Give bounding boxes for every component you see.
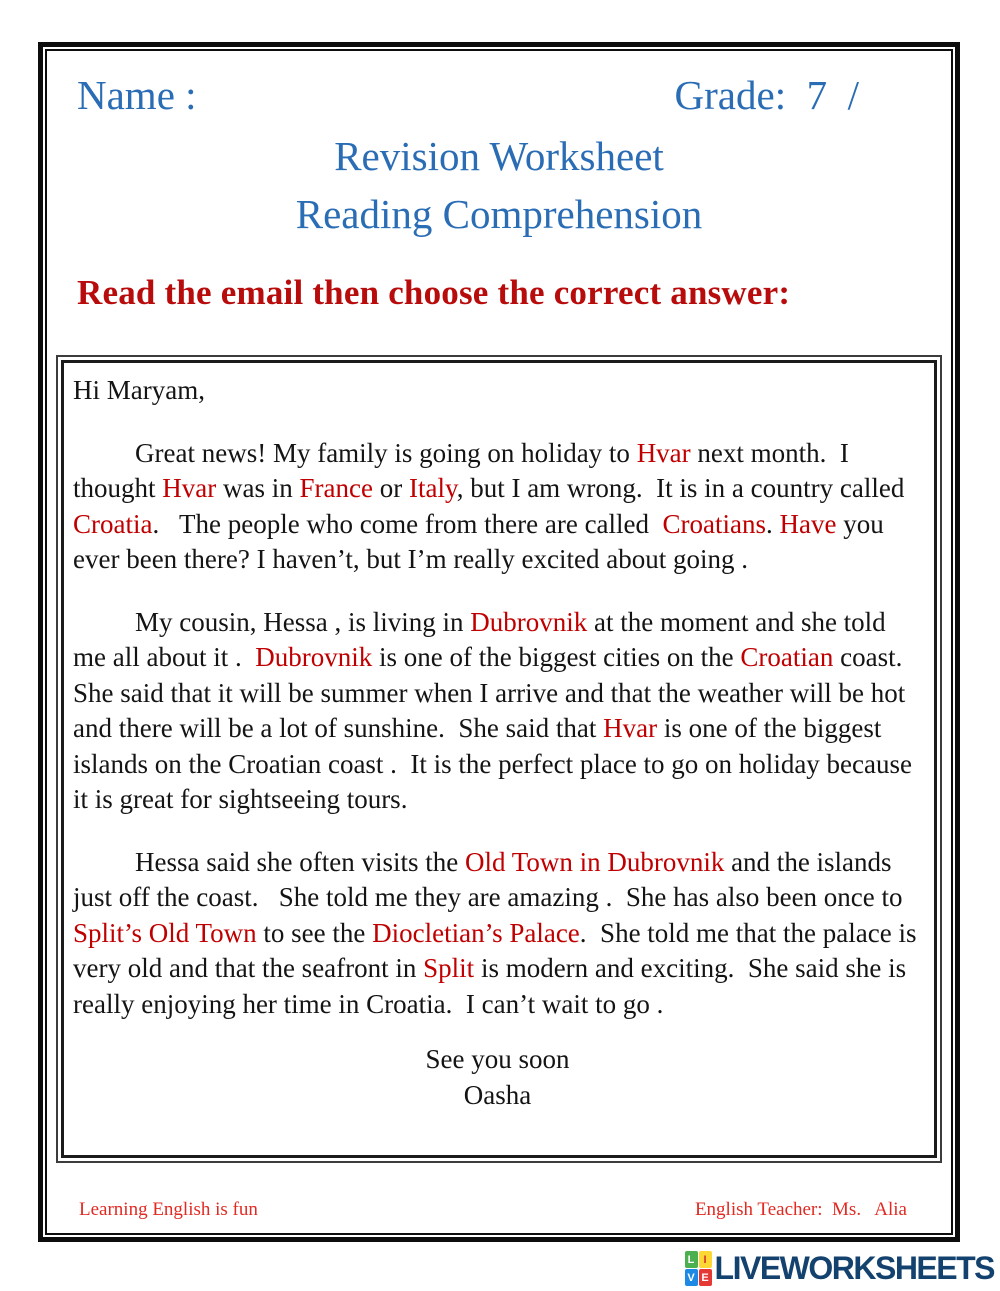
email-closing: See you soon bbox=[425, 1044, 570, 1074]
email-signature: Oasha bbox=[463, 1079, 532, 1110]
email-paragraph-1: Great news! My family is going on holiday to Hvar next month. I thought Hvar was in France or Italy, but I am wrong. It is in a country called Croatia. The people who come from there are called Croatians. Have you ever been there? I haven’t, but I’m really excited about going . bbox=[73, 437, 912, 574]
instruction-heading: Read the email then choose the correct answer: bbox=[77, 273, 791, 312]
footer-teacher: English Teacher: Ms. Alia bbox=[694, 1199, 907, 1220]
email-box-inner bbox=[61, 360, 937, 1158]
logo-tile-v: V bbox=[685, 1269, 698, 1286]
liveworksheets-logo-icon bbox=[685, 1251, 712, 1286]
email-greeting: Hi Maryam, bbox=[73, 375, 205, 405]
logo-tile-i: I bbox=[699, 1251, 712, 1268]
footer-motto: Learning English is fun bbox=[79, 1199, 258, 1220]
worksheet-subtitle: Reading Comprehension bbox=[295, 191, 703, 237]
email-paragraph-3: Hessa said she often visits the Old Town in Dubrovnik and the islands just off the coast. She told me they are amazing . She has also been once to Split’s Old Town to see the Diocletian’s Palace. She told me that the palace is very old and that the seafront in Split is modern and exciting. She said she is really enjoying her time in Croatia. I can’t wait to go . bbox=[73, 846, 924, 1019]
liveworksheets-logo[interactable] bbox=[685, 1250, 994, 1287]
grade-label: Grade: 7 / bbox=[674, 72, 859, 118]
liveworksheets-logo-text: LIVEWORKSHEETS bbox=[714, 1250, 994, 1286]
email-paragraph-2: My cousin, Hessa , is living in Dubrovnik at the moment and she told me all about it . Dubrovnik is one of the biggest cities on the Croatian coast. She said that it will be summer when I arrive and that the weather will be hot and there will be a lot of sunshine. She said that Hvar is one of the biggest islands on the Croatian coast . It is the perfect place to go on holiday because it is great for sightseeing tours. bbox=[73, 606, 923, 814]
logo-tile-l: L bbox=[685, 1251, 698, 1268]
name-label: Name : bbox=[77, 72, 197, 118]
worksheet-title: Revision Worksheet bbox=[334, 133, 664, 179]
page-inner bbox=[45, 49, 953, 1235]
header bbox=[77, 71, 859, 119]
page-footer bbox=[79, 1199, 907, 1221]
email-box bbox=[56, 355, 942, 1163]
logo-tile-e: E bbox=[699, 1269, 712, 1286]
page-border bbox=[38, 42, 960, 1242]
